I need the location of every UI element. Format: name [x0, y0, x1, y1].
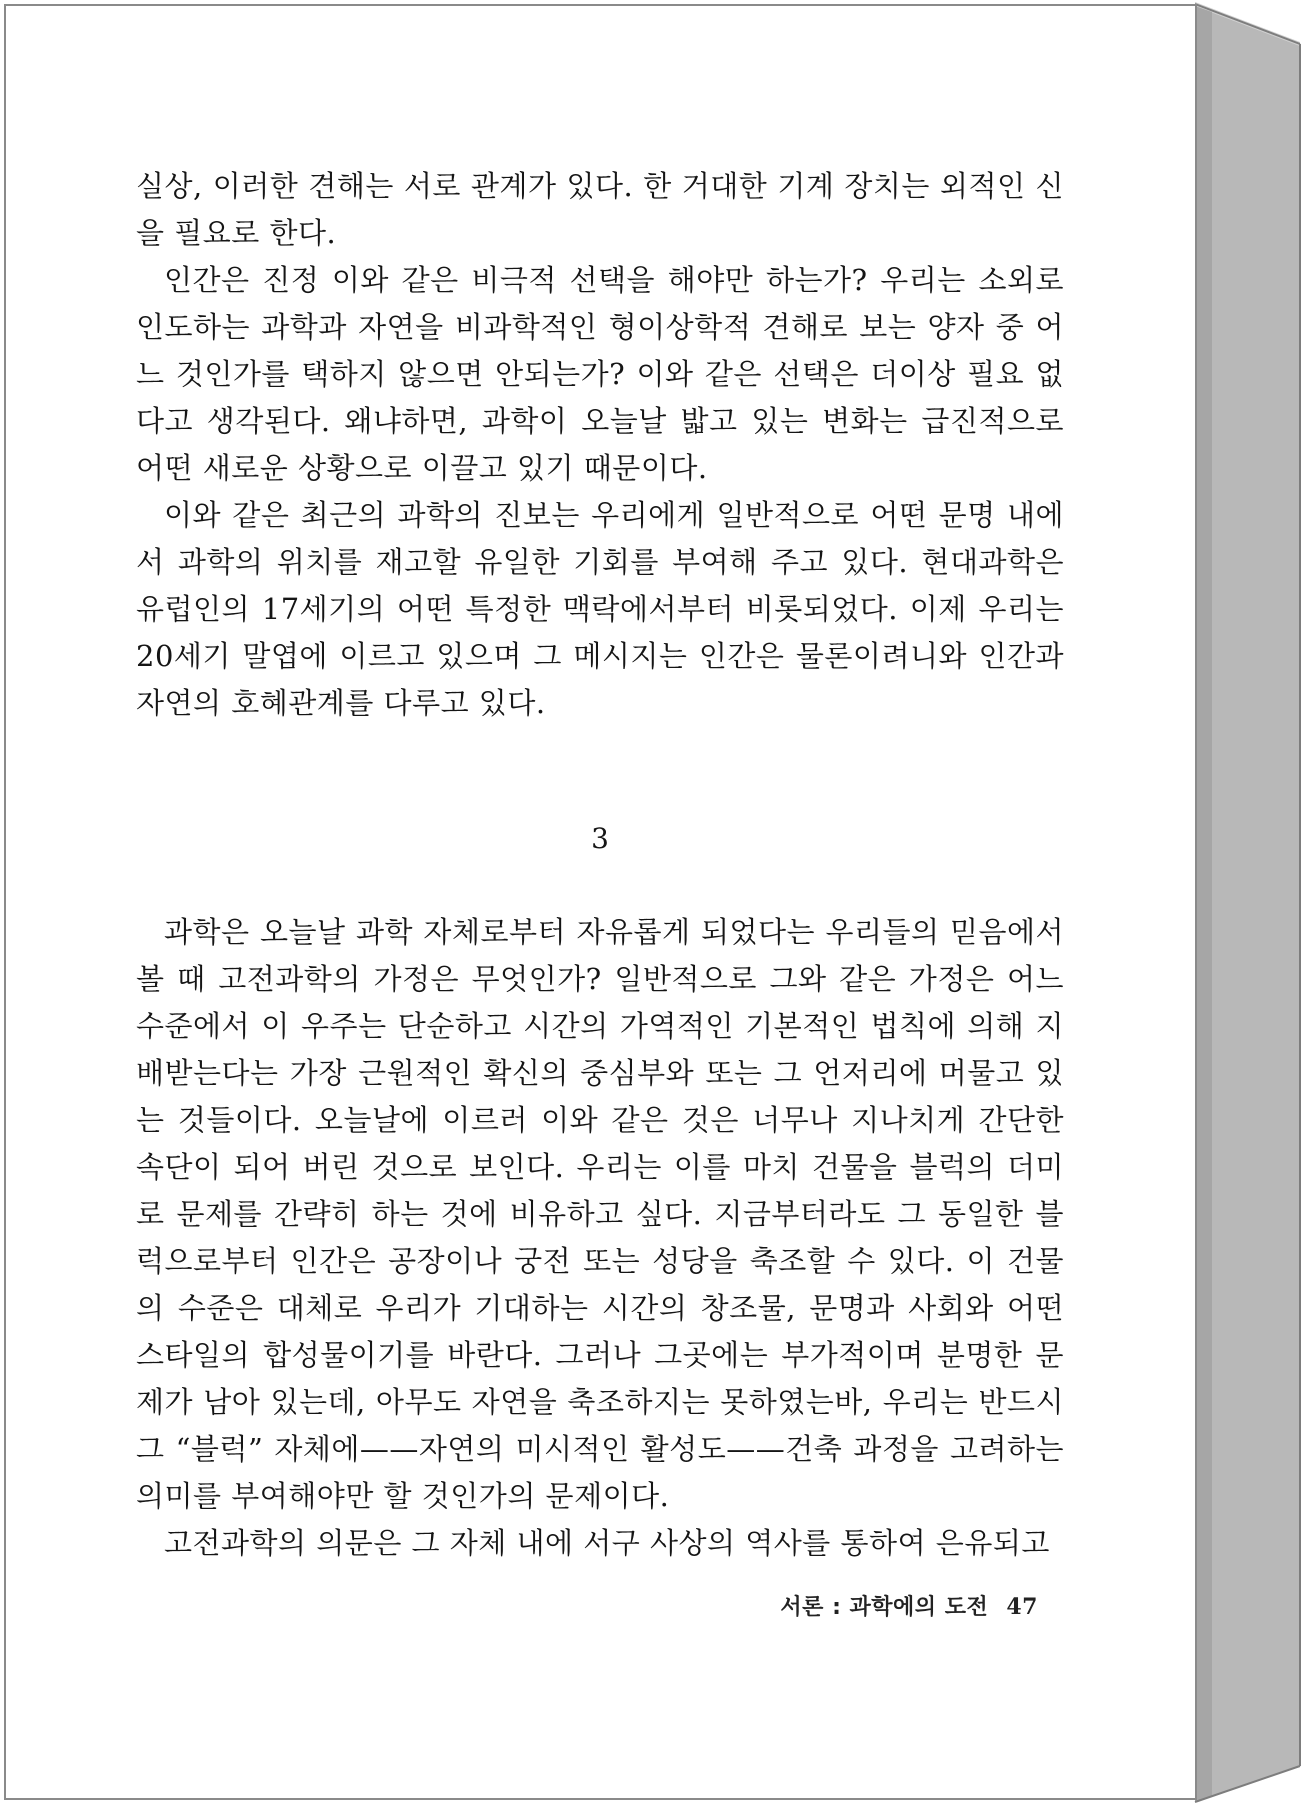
paragraph: 인간은 진정 이와 같은 비극적 선택을 해야만 하는가? 우리는 소외로 인도하는 과학과 자연을 비과학적인 형이상학적 견해로 보는 양자 중 어느 것인가를 택하지 않으면 안되는가? 이와 같은 선택은 더이상 필요 없다고 생각된다. 왜냐하면, 과학이 오늘날 밟고 있는 변화는 급진적으로 어떤 새로운 상황으로 이끌고 있기 때문이다. [136, 263, 1064, 485]
running-title: 서론 : 과학에의 도전 [780, 1595, 989, 1620]
paragraph: 고전과학의 의문은 그 자체 내에 서구 사상의 역사를 통하여 은유되고 [164, 1526, 1050, 1560]
top-text-section [136, 163, 1064, 727]
page-number: 47 [1006, 1594, 1038, 1620]
paragraph: 이와 같은 최근의 과학의 진보는 우리에게 일반적으로 어떤 문명 내에서 과학의 위치를 재고할 유일한 기회를 부여해 주고 있다. 현대과학은 유럽인의 17세기의 어떤 특정한 맥락에서부터 비롯되었다. 이제 우리는 20세기 말엽에 이르고 있으며 그 메시지는 인간은 물론이려니와 인간과 자연의 호혜관계를 다루고 있다. [136, 498, 1064, 720]
paragraph: 실상, 이러한 견해는 서로 관계가 있다. 한 거대한 기계 장치는 외적인 신을 필요로 한다. [136, 169, 1064, 250]
section-number: 3 [591, 822, 609, 855]
bottom-text-section [136, 909, 1064, 1567]
book-side-shade [1195, 6, 1212, 1802]
running-footer [780, 1590, 1038, 1621]
paragraph: 과학은 오늘날 과학 자체로부터 자유롭게 되었다는 우리들의 믿음에서 볼 때 고전과학의 가정은 무엇인가? 일반적으로 그와 같은 가정은 어느 수준에서 이 우주는 단순하고 시간의 가역적인 기본적인 법칙에 의해 지배받는다는 가장 근원적인 확신의 중심부와 또는 그 언저리에 머물고 있는 것들이다. 오늘날에 이르러 이와 같은 것은 너무나 지나치게 간단한 속단이 되어 버린 것으로 보인다. 우리는 이를 마치 건물을 블럭의 더미로 문제를 간략히 하는 것에 비유하고 싶다. 지금부터라도 그 동일한 블럭으로부터 인간은 공장이나 궁전 또는 성당을 축조할 수 있다. 이 건물의 수준은 대체로 우리가 기대하는 시간의 창조물, 문명과 사회와 어떤 스타일의 합성물이기를 바란다. 그러나 그곳에는 부가적이며 분명한 문제가 남아 있는데, 아무도 자연을 축조하지는 못하였는바, 우리는 반드시 그 “블럭” 자체에——자연의 미시적인 활성도——건축 과정을 고려하는 의미를 부여해야만 할 것인가의 문제이다. [136, 915, 1064, 1513]
